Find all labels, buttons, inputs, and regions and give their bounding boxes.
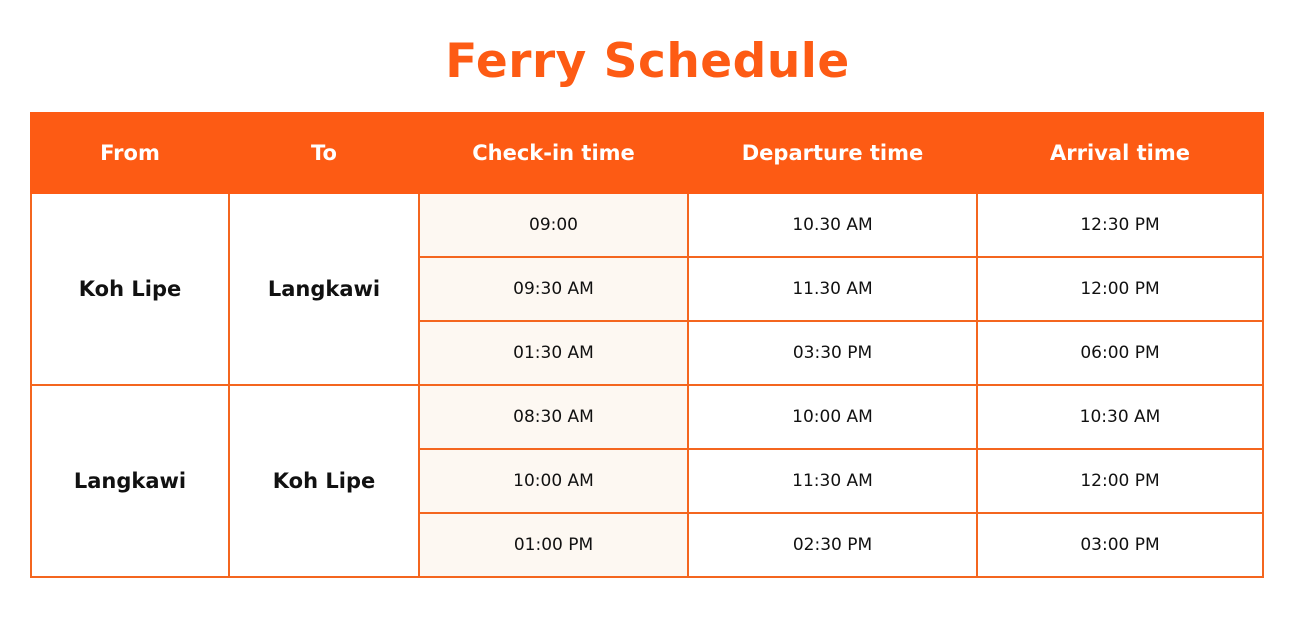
- departure-time-cell: 03:30 PM: [688, 321, 977, 385]
- route-destination: Langkawi: [229, 193, 419, 385]
- arrival-time-cell: 12:30 PM: [977, 193, 1263, 257]
- column-header-departure-time: Departure time: [688, 113, 977, 193]
- table-row: [31, 193, 1263, 257]
- route-origin: Langkawi: [31, 385, 229, 577]
- arrival-time-cell: 12:00 PM: [977, 257, 1263, 321]
- arrival-time-cell: 03:00 PM: [977, 513, 1263, 577]
- arrival-time-cell: 10:30 AM: [977, 385, 1263, 449]
- checkin-time-cell: 10:00 AM: [419, 449, 688, 513]
- ferry-schedule-table: [30, 112, 1264, 578]
- departure-time-cell: 10.30 AM: [688, 193, 977, 257]
- route-origin: Koh Lipe: [31, 193, 229, 385]
- table-header-row: [31, 113, 1263, 193]
- route-destination: Koh Lipe: [229, 385, 419, 577]
- column-header-to: To: [229, 113, 419, 193]
- departure-time-cell: 11.30 AM: [688, 257, 977, 321]
- column-header-checkin-time: Check-in time: [419, 113, 688, 193]
- table-row: [31, 385, 1263, 449]
- departure-time-cell: 02:30 PM: [688, 513, 977, 577]
- departure-time-cell: 11:30 AM: [688, 449, 977, 513]
- column-header-from: From: [31, 113, 229, 193]
- checkin-time-cell: 09:00: [419, 193, 688, 257]
- column-header-arrival-time: Arrival time: [977, 113, 1263, 193]
- checkin-time-cell: 01:30 AM: [419, 321, 688, 385]
- page-title: Ferry Schedule: [445, 34, 850, 89]
- departure-time-cell: 10:00 AM: [688, 385, 977, 449]
- arrival-time-cell: 12:00 PM: [977, 449, 1263, 513]
- checkin-time-cell: 01:00 PM: [419, 513, 688, 577]
- arrival-time-cell: 06:00 PM: [977, 321, 1263, 385]
- checkin-time-cell: 08:30 AM: [419, 385, 688, 449]
- checkin-time-cell: 09:30 AM: [419, 257, 688, 321]
